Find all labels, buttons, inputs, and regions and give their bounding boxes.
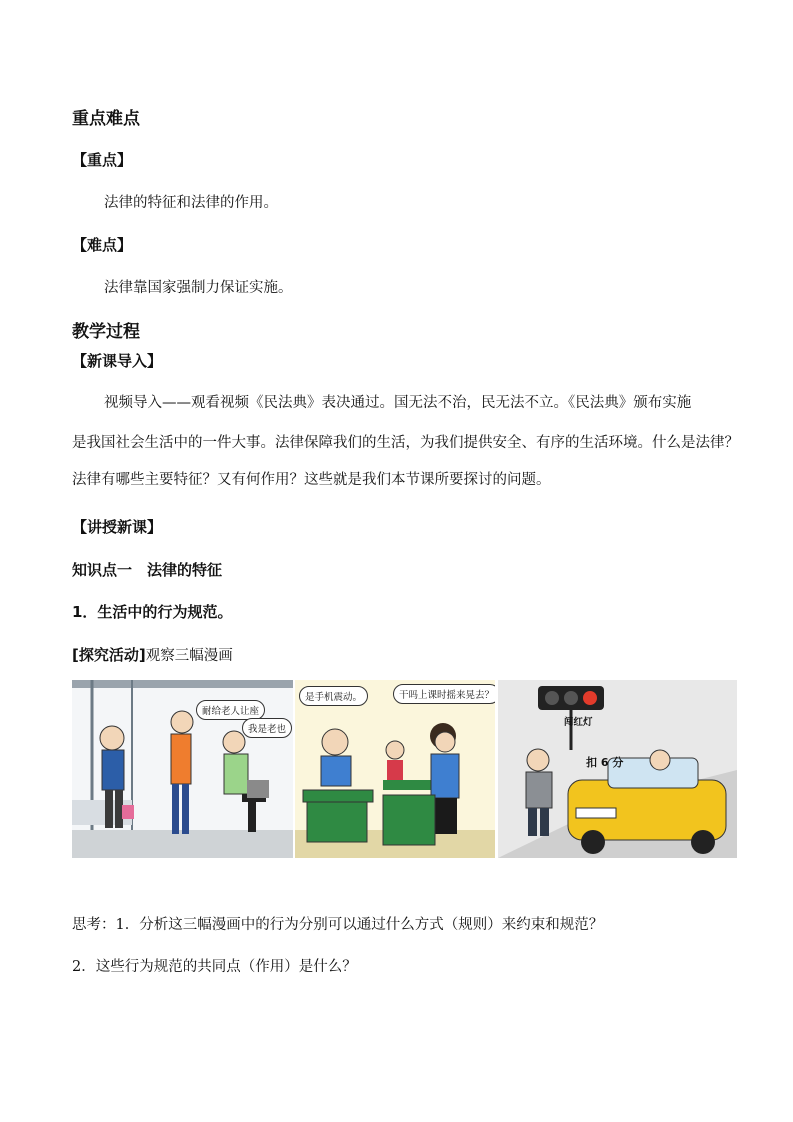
sign-red-light: 闯红灯: [564, 717, 593, 728]
intro-label: 【新课导入】: [72, 352, 163, 370]
key-label: 【重点】: [72, 151, 133, 169]
activity-text: 观察三幅漫画: [145, 648, 233, 664]
subheading: 1．生活中的行为规范。: [72, 603, 233, 621]
comic-panel-classroom: [295, 680, 495, 858]
activity-line: [72, 644, 233, 665]
sign-penalty-points: 扣 6 分: [586, 756, 624, 769]
comic-panel-traffic: [498, 680, 737, 858]
bubble-phone-vibrate: 是手机震动。: [299, 686, 368, 706]
difficulty-label: 【难点】: [72, 236, 133, 254]
comic-panel-bus: [72, 680, 293, 858]
bubble-reply: 我是老也: [242, 718, 292, 738]
think-question-2: 2．这些行为规范的共同点（作用）是什么？: [72, 959, 357, 975]
knowledge-point-heading: 知识点一 法律的特征: [72, 561, 223, 579]
key-text: 法律的特征和法律的作用。: [104, 195, 278, 211]
section-heading-key-points: 重点难点: [72, 109, 140, 129]
bubble-teacher-question: 干吗上课时摇来晃去？: [393, 684, 495, 704]
bubble-give-seat: 耐给老人让座: [196, 700, 265, 720]
intro-paragraph-line: 是我国社会生活中的一件大事。法律保障我们的生活，为我们提供安全、有序的生活环境。什么是法律？: [72, 435, 739, 451]
difficulty-text: 法律靠国家强制力保证实施。: [104, 280, 293, 296]
think-question-1: 思考：1．分析这三幅漫画中的行为分别可以通过什么方式（规则）来约束和规范？: [72, 917, 604, 933]
activity-tag: [探究活动]: [72, 646, 146, 664]
section-heading-process: 教学过程: [72, 322, 140, 342]
lecture-label: 【讲授新课】: [72, 518, 163, 536]
classroom-scene-illustration: [295, 680, 495, 858]
comic-strip: [72, 680, 737, 858]
intro-paragraph-line: 法律有哪些主要特征？又有何作用？这些就是我们本节课所要探讨的问题。: [72, 472, 551, 488]
intro-paragraph-line: 视频导入——观看视频《民法典》表决通过。国无法不治，民无法不立。《民法典》颁布实施: [104, 395, 692, 411]
